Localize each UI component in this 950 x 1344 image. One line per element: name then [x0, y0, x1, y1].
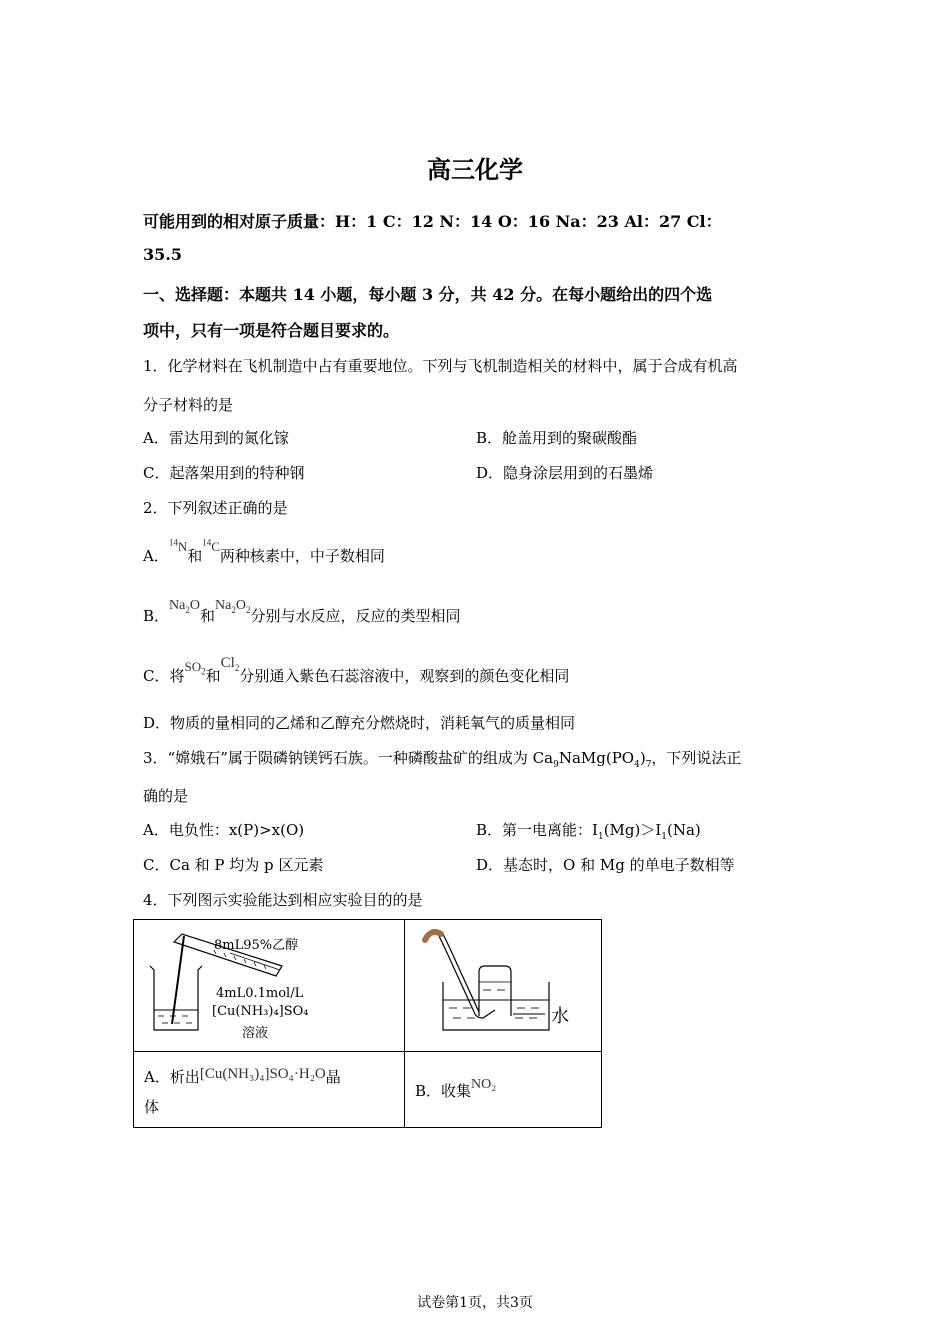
na2o-o: O	[189, 598, 200, 613]
na2o-na: Na	[169, 598, 186, 613]
q3-stem-e: )	[639, 749, 646, 767]
q4-option-a: A．析出[Cu(NH₃)₄]SO₄·H₂O晶	[144, 1066, 341, 1086]
q3-stem-sub4: 4	[634, 760, 640, 770]
q4-b-text: B．收集	[415, 1082, 472, 1100]
q4-stem: 4．下列图示实验能达到相应实验目的的是	[143, 891, 423, 909]
q2-option-a	[143, 537, 385, 566]
cl2-cl: Cl	[220, 655, 235, 671]
q3-option-a: A．电负性：x(P)>x(O)	[143, 821, 305, 839]
q1-option-a: A．雷达用到的氮化镓	[143, 429, 289, 447]
cl2-sub: 2	[234, 663, 240, 673]
q3-stem-sub7: 7	[645, 760, 652, 770]
q2-a-text: 两种核素中，中子数相同	[219, 547, 385, 565]
q2-option-b	[143, 598, 461, 627]
q2-c-label: C．将	[143, 667, 185, 685]
section1-line1: 一、选择题：本题共 14 小题，每小题 3 分，共 42 分。在每小题给出的四个选	[143, 285, 713, 304]
figure-a-label-formula: [Cu(NH₃)₄]SO₄	[212, 1004, 309, 1019]
q3-stem-g: ，下列说法正	[651, 749, 742, 767]
q3-b-sub2: 1	[661, 832, 668, 842]
q4-a-text1: A．析出	[144, 1068, 200, 1086]
q4-figure-a-cell	[134, 920, 405, 1052]
q3-b-sub1: 1	[597, 832, 604, 842]
na2o2-na: Na	[215, 598, 232, 613]
q1-option-b: B．舱盖用到的聚碳酸酯	[476, 429, 638, 447]
q2-stem: 2．下列叙述正确的是	[143, 499, 288, 517]
so2-sub: 2	[201, 666, 206, 677]
q3-stem-line1	[143, 747, 741, 770]
q3-stem-c: NaMg(PO	[558, 749, 635, 767]
atomic-mass-values: H：1 C：12 N：14 O：16 Na：23 Al：27 Cl：	[335, 212, 722, 231]
na2o2-sub2: 2	[245, 604, 251, 615]
q4-option-b	[415, 1077, 497, 1101]
figure-b-gas-collection	[405, 920, 601, 1051]
page-footer: 试卷第1页，共3页	[417, 1295, 533, 1311]
q2-a-and: 和	[187, 547, 203, 565]
q3-b-5: (Na)	[667, 821, 701, 839]
q4-figure-b-cell	[405, 920, 602, 1052]
section1-line2: 项中，只有一项是符合题目要求的。	[143, 321, 400, 340]
atomic-mass-line	[143, 209, 722, 232]
q3-option-b	[476, 819, 701, 842]
na2o2-o: O	[235, 598, 246, 613]
q3-b-3: (Mg)＞I	[603, 821, 662, 839]
page-title: 高三化学	[427, 155, 523, 184]
q2-b-and: 和	[199, 607, 215, 625]
q4-option-a-line2: 体	[144, 1098, 160, 1116]
q2-c-and: 和	[205, 667, 221, 685]
q3-stem-a: 3．“嫦娥石”属于陨磷钠镁钙石族。一种磷酸盐矿的组成为 Ca	[143, 749, 554, 767]
q2-option-c	[143, 655, 570, 687]
q4-a-text2: 晶	[325, 1068, 341, 1086]
q1-option-c: C．起落架用到的特种钢	[143, 464, 305, 482]
q2-c-text: 分别通入紫色石蕊溶液中，观察到的颜色变化相同	[239, 667, 570, 685]
q4-option-b-cell	[405, 1052, 602, 1128]
q4-a-chem: Cu(NH₃)₄	[204, 1066, 265, 1082]
q3-option-c: C．Ca 和 P 均为 p 区元素	[143, 856, 324, 874]
n-mass-number: 14	[168, 537, 178, 548]
q3-b-1: B．第一电离能：I	[476, 821, 598, 839]
figure-a-label-solution: 溶液	[242, 1026, 269, 1041]
figure-a-label-conc: 4mL0.1mol/L	[216, 986, 304, 1001]
q3-stem-sub9: 9	[553, 760, 559, 770]
q1-stem-line2: 分子材料的是	[143, 396, 234, 414]
q1-option-d: D．隐身涂层用到的石墨烯	[476, 464, 654, 482]
c-mass-number: 14	[202, 537, 212, 548]
figure-b-label-water: 水	[551, 1006, 569, 1027]
q4-a-chem2: SO₄·H₂O	[269, 1066, 326, 1082]
figure-a-label-ethanol: 8mL95%乙醇	[214, 938, 299, 953]
q4-table	[133, 919, 602, 1128]
na2o2-sub1: 2	[231, 604, 236, 615]
n-symbol: N	[177, 539, 188, 554]
q4-b-chem: NO₂	[471, 1077, 497, 1092]
so2-s: SO	[184, 659, 202, 674]
c-symbol: C	[211, 539, 220, 554]
atomic-mass-label: 可能用到的相对原子质量：	[143, 212, 336, 231]
atomic-mass-last: 35.5	[143, 245, 182, 264]
q2-option-d: D．物质的量相同的乙烯和乙醇充分燃烧时，消耗氧气的质量相同	[143, 714, 576, 732]
q2-b-label: B．	[143, 607, 170, 625]
q2-a-label: A．	[143, 547, 169, 565]
q2-b-text: 分别与水反应，反应的类型相同	[250, 607, 461, 625]
q1-stem-line1: 1．化学材料在飞机制造中占有重要地位。下列与飞机制造相关的材料中，属于合成有机高	[143, 357, 738, 375]
na2o-sub: 2	[185, 604, 190, 615]
q4-option-a-cell	[134, 1052, 405, 1128]
q3-option-d: D．基态时，O 和 Mg 的单电子数相等	[476, 856, 735, 874]
q3-stem-line2: 确的是	[143, 787, 189, 805]
